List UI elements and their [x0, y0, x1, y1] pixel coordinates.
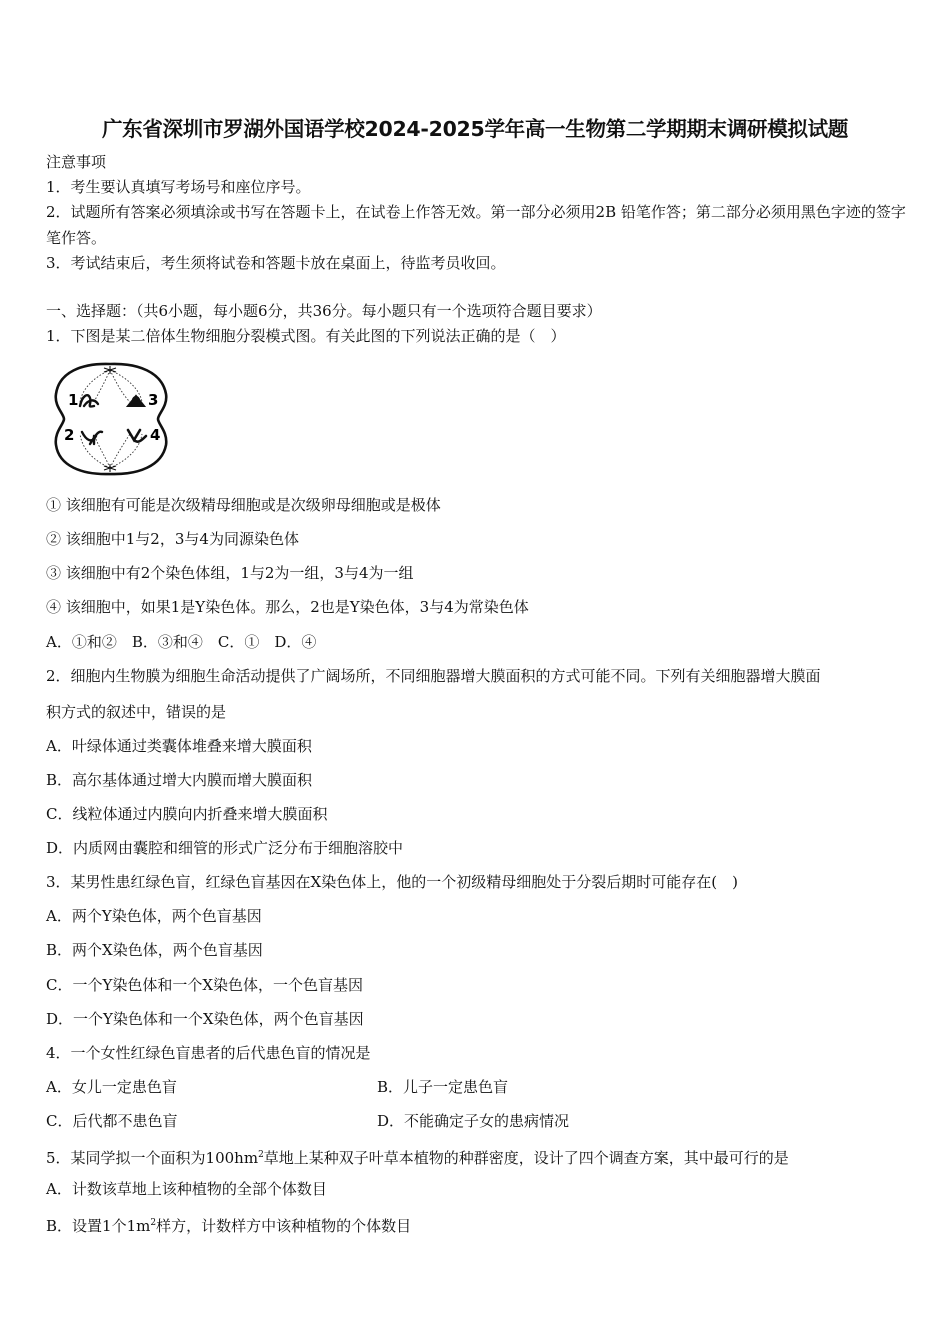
chromosome-3: [128, 396, 144, 406]
notice-item-1: 1．考生要认真填写考场号和座位序号。: [46, 178, 311, 196]
centriole-top: [104, 366, 116, 374]
label-1: 1: [68, 391, 79, 409]
question-number: 5．: [46, 1149, 71, 1167]
q3-option-c: C．一个Y染色体和一个X染色体，一个色盲基因: [46, 976, 364, 994]
notice-item-3: 3．考试结束后，考生须将试卷和答题卡放在桌面上，待监考员收回。: [46, 254, 506, 272]
question-text: 某男性患红绿色盲，红绿色盲基因在X染色体上，他的一个初级精母细胞处于分裂后期时可能存在( ): [70, 873, 738, 891]
q2-option-c: C．线粒体通过内膜向内折叠来增大膜面积: [46, 805, 328, 823]
cell-division-diagram: [50, 360, 176, 478]
notice-heading: 注意事项: [46, 153, 107, 171]
question-1-stem: [46, 327, 566, 345]
chromosome-4: [128, 430, 146, 442]
label-4: 4: [150, 426, 161, 444]
question-number: 2．: [46, 667, 71, 685]
q2-option-b: B．高尔基体通过增大内膜而增大膜面积: [46, 771, 313, 789]
q4-option-b: B．儿子一定患色盲: [377, 1078, 509, 1096]
q4-option-c: C．后代都不患色盲: [46, 1112, 178, 1130]
label-3: 3: [148, 391, 159, 409]
q3-option-b: B．两个X染色体，两个色盲基因: [46, 941, 263, 959]
question-2-stem-continued: 积方式的叙述中，错误的是: [46, 703, 227, 721]
q1-statement-4: ④ 该细胞中，如果1是Y染色体。那么，2也是Y染色体，3与4为常染色体: [46, 598, 529, 616]
option-text: B．设置1个1m: [46, 1217, 151, 1235]
cell-membrane: [56, 364, 167, 474]
question-text: 细胞内生物膜为细胞生命活动提供了广阔场所，不同细胞器增大膜面积的方式可能不同。下列有关细胞器增大膜面: [70, 667, 821, 685]
q3-option-a: A．两个Y染色体，两个色盲基因: [46, 907, 262, 925]
q5-option-a: A．计数该草地上该种植物的全部个体数目: [46, 1180, 327, 1198]
question-3-stem: [46, 873, 738, 891]
question-text: 下图是某二倍体生物细胞分裂模式图。有关此图的下列说法正确的是（ ）: [70, 327, 566, 345]
q1-statement-2: ② 该细胞中1与2，3与4为同源染色体: [46, 530, 299, 548]
q1-statement-3: ③ 该细胞中有2个染色体组，1与2为一组，3与4为一组: [46, 564, 414, 582]
q1-options: A．①和② B．③和④ C．① D．④: [46, 633, 317, 651]
centriole-bottom: [104, 464, 116, 472]
question-5-stem: [46, 1146, 789, 1167]
question-number: 1．: [46, 327, 71, 345]
question-number: 3．: [46, 873, 71, 891]
label-2: 2: [64, 426, 75, 444]
q1-statement-1: ① 该细胞有可能是次级精母细胞或是次级卵母细胞或是极体: [46, 496, 441, 514]
spindle-fibers: [80, 370, 142, 468]
q4-option-a: A．女儿一定患色盲: [46, 1078, 177, 1096]
superscript: 2: [150, 1218, 157, 1228]
q3-option-d: D．一个Y染色体和一个X染色体，两个色盲基因: [46, 1010, 364, 1028]
question-2-stem: [46, 667, 821, 685]
question-text: 一个女性红绿色盲患者的后代患色盲的情况是: [70, 1044, 371, 1062]
option-text-continued: 样方，计数样方中该种植物的个体数目: [156, 1217, 412, 1235]
question-4-stem: [46, 1044, 371, 1062]
question-text: 某同学拟一个面积为100hm: [70, 1149, 259, 1167]
question-number: 4．: [46, 1044, 71, 1062]
chromosome-1: [80, 395, 98, 406]
notice-item-2: 2．试题所有答案必须填涂或书写在答题卡上，在试卷上作答无效。第一部分必须用2B 铅笔作答；第二部分必须用黑色字迹的签字笔作答。: [46, 203, 906, 247]
section-heading: 一、选择题：（共6小题，每小题6分，共36分。每小题只有一个选项符合题目要求）: [46, 302, 602, 320]
superscript: 2: [258, 1150, 264, 1160]
question-text-continued: 草地上某种双子叶草本植物的种群密度，设计了四个调查方案，其中最可行的是: [263, 1149, 789, 1167]
q2-option-a: A．叶绿体通过类囊体堆叠来增大膜面积: [46, 737, 312, 755]
page-title: 广东省深圳市罗湖外国语学校2024-2025学年高一生物第二学期期末调研模拟试题: [101, 117, 849, 141]
q2-option-d: D．内质网由囊腔和细管的形式广泛分布于细胞溶胶中: [46, 839, 404, 857]
q4-option-d: D．不能确定子女的患病情况: [377, 1112, 570, 1130]
q5-option-b: [46, 1214, 411, 1235]
chromosome-2: [82, 432, 102, 444]
